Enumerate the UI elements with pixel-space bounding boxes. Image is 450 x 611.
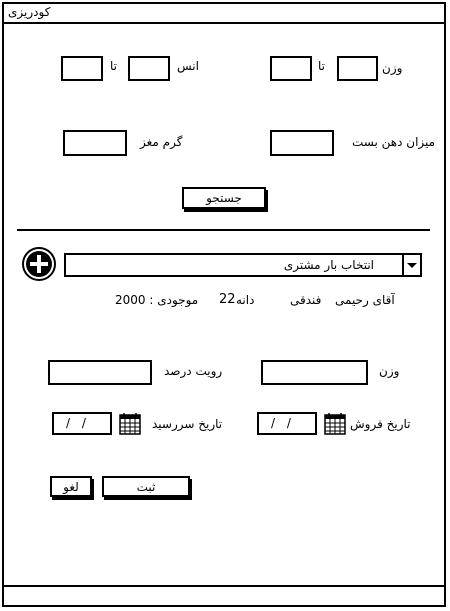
due-date-value: / / (66, 416, 90, 430)
form-visible-percent-label: رویت درصد (164, 364, 223, 378)
filter-ounce-from-input[interactable] (61, 56, 103, 81)
customer-load-select[interactable] (64, 253, 422, 277)
filter-brain-gram-input[interactable] (63, 130, 127, 156)
calendar-icon[interactable] (119, 413, 141, 435)
customer-name: آقای رحیمی (335, 293, 395, 307)
filter-ounce-label: انس (177, 59, 199, 73)
due-date-label: تاریخ سررسید (152, 417, 223, 431)
form-visible-percent-input[interactable] (48, 360, 152, 385)
product-type: فندقی (290, 293, 322, 307)
filter-ounce-to-input[interactable] (128, 56, 170, 81)
customer-load-select-value: انتخاب بار مشتری (283, 258, 374, 272)
filter-to-label-2: تا (110, 59, 117, 73)
search-button[interactable]: جستجو (182, 187, 266, 209)
title-bar (2, 2, 446, 24)
filter-to-label-1: تا (318, 59, 325, 73)
chevron-down-icon[interactable] (402, 255, 420, 275)
window-title: کودریزی (8, 5, 51, 19)
sale-date-input[interactable] (257, 412, 317, 435)
filter-weight-from-input[interactable] (270, 56, 312, 81)
form-weight-label: وزن (379, 364, 400, 378)
count-unit: دانه (236, 293, 255, 307)
count-value: 22 (219, 292, 236, 307)
due-date-input[interactable] (52, 412, 112, 435)
submit-button[interactable]: ثبت (102, 476, 190, 497)
section-divider (17, 229, 430, 231)
filter-brain-gram-label: گرم مغز (140, 135, 183, 149)
filter-mouth-open-input[interactable] (270, 130, 334, 156)
sale-date-value: / / (271, 416, 295, 430)
plus-circle-icon[interactable] (21, 246, 57, 282)
form-weight-input[interactable] (261, 360, 368, 385)
status-bar (2, 585, 446, 607)
calendar-icon[interactable] (324, 413, 346, 435)
filter-weight-to-input[interactable] (337, 56, 378, 81)
sale-date-label: تاریخ فروش (350, 417, 411, 431)
filter-mouth-open-label: میزان دهن بست (352, 135, 436, 149)
cancel-button[interactable]: لغو (50, 476, 92, 497)
filter-weight-label: وزن (382, 61, 403, 75)
stock-text: موجودی : 2000 (115, 293, 199, 307)
